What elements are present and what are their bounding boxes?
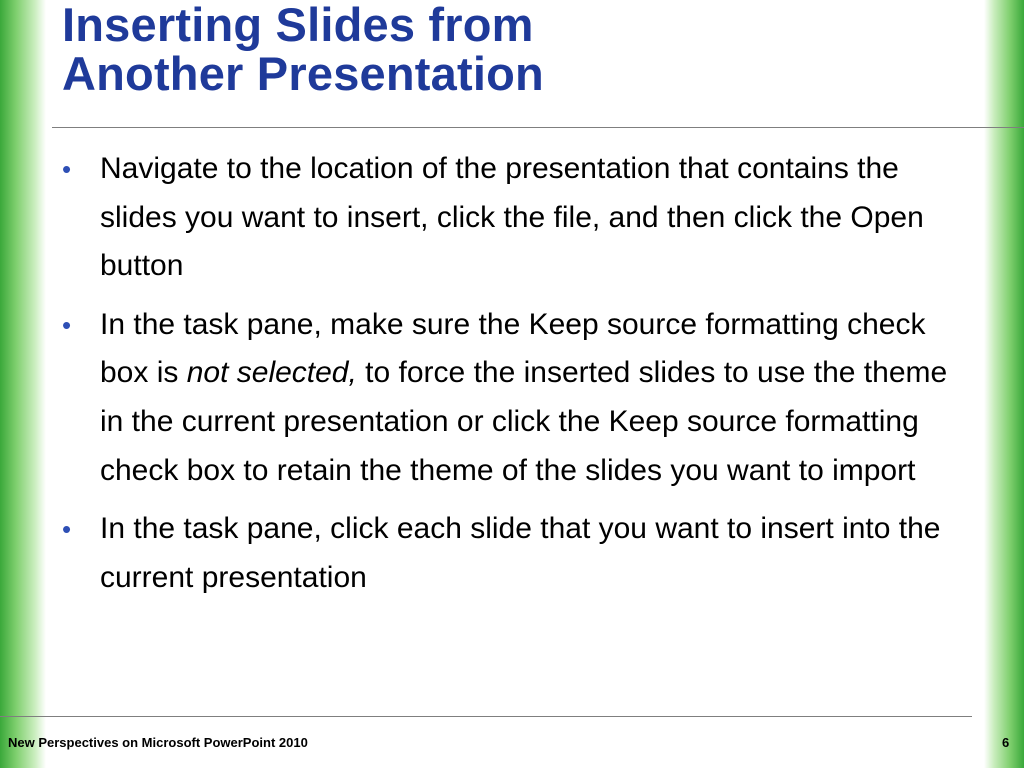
bullet-text-after: to force the inserted slides to use the theme in the current presentation or click the Keep source formatting check box to retain the theme of the slides you want to import (100, 356, 948, 487)
bullet-text: In the task pane, click each slide that you want to insert into the current presentation (100, 512, 941, 594)
page-number: 6 (1002, 735, 1010, 750)
bullet-icon: • (62, 154, 72, 184)
bullet-text-before: In the task pane, make sure the Keep source formatting check box is (100, 307, 926, 390)
bullet-item-2 (62, 301, 962, 495)
slide-title-line-1: Inserting Slides from (62, 0, 534, 51)
left-decorative-bar (0, 0, 46, 768)
bullet-icon: • (62, 309, 72, 340)
slide-title (62, 0, 922, 98)
right-decorative-bar (984, 0, 1024, 768)
bullet-icon: • (62, 514, 72, 545)
bullet-text: Navigate to the location of the presentation that contains the slides you want to insert, click the file, and then click the Open button (100, 152, 924, 283)
bullet-list (62, 145, 962, 612)
footer-divider (0, 716, 972, 717)
bullet-item-1 (62, 145, 962, 291)
title-divider (52, 127, 1024, 128)
bullet-text-emphasis: not selected, (186, 356, 357, 390)
bullet-item-3 (62, 505, 962, 602)
footer-text: New Perspectives on Microsoft PowerPoint 2010 (8, 735, 308, 750)
slide-title-line-2: Another Presentation (62, 47, 544, 100)
